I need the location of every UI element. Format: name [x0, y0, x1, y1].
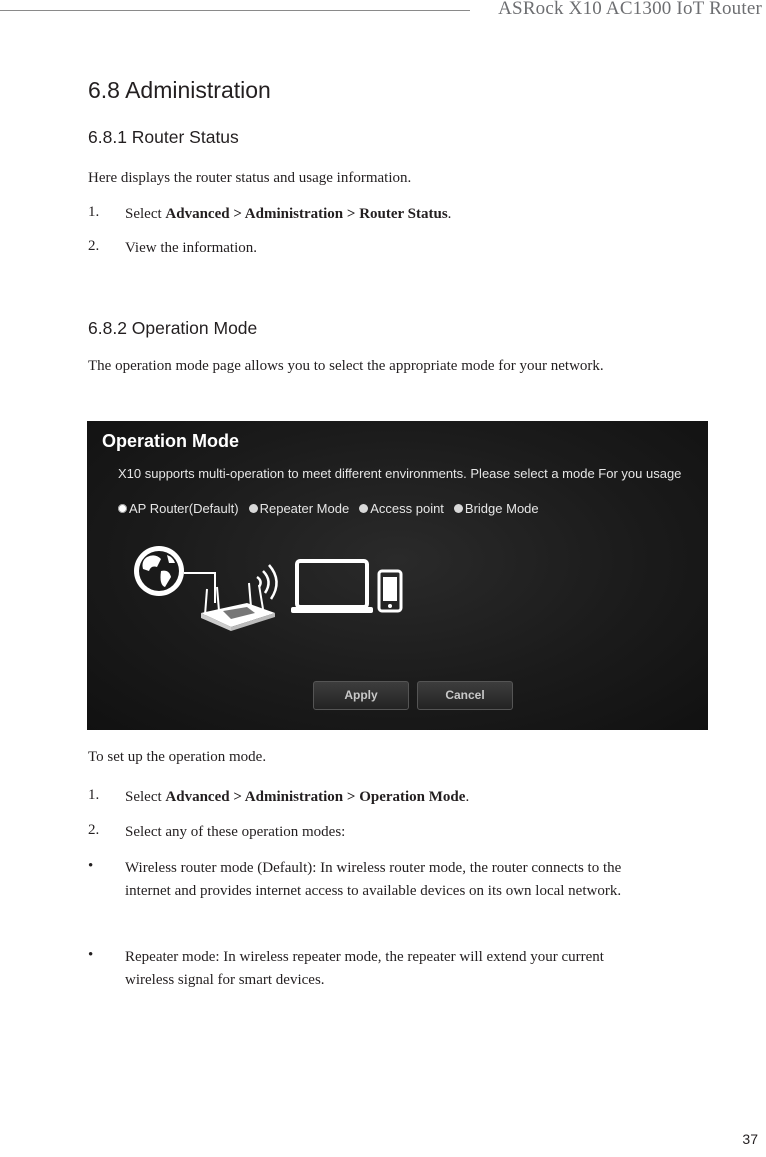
operation-mode-heading: 6.8.2 Operation Mode — [88, 318, 258, 338]
mode-option-access-point[interactable] — [359, 501, 444, 516]
mode-option-ap-router[interactable] — [118, 501, 239, 516]
apply-button[interactable]: Apply — [313, 681, 409, 710]
section-title: 6.8 Administration — [88, 77, 271, 103]
router-icon — [201, 583, 275, 631]
bullet-icon: • — [88, 947, 94, 963]
bullet-repeater-mode: Repeater mode: In wireless repeater mode, the repeater will extend your current wireless signal for smart devices. — [125, 949, 604, 988]
phone-icon — [379, 571, 401, 611]
operation-mode-screenshot — [87, 421, 708, 730]
radio-icon[interactable] — [249, 504, 258, 513]
bullet-wireless-router-mode: Wireless router mode (Default): In wireless router mode, the router connects to the internet and provides internet access to available devices on its own local network. — [125, 860, 622, 899]
operation-mode-step-2: Select any of these operation modes: — [125, 824, 346, 840]
operation-mode-step-1 — [125, 786, 655, 809]
step-prefix: Select — [125, 789, 166, 805]
step-number: 2. — [88, 238, 100, 254]
mode-label: Bridge Mode — [464, 501, 539, 516]
operation-mode-intro: The operation mode page allows you to select the appropriate mode for your network. — [88, 358, 604, 374]
mode-option-bridge[interactable] — [454, 501, 539, 516]
panel-description: X10 supports multi-operation to meet different environments. Please select a mode For you usage — [118, 466, 682, 481]
mode-option-repeater[interactable] — [249, 501, 350, 516]
header-rule — [0, 10, 470, 11]
router-status-intro: Here displays the router status and usage information. — [88, 170, 412, 186]
bullet-icon: • — [88, 858, 94, 874]
mode-radio-group — [118, 501, 539, 516]
cable-line — [184, 573, 215, 603]
step-number: 2. — [88, 822, 100, 838]
running-header: ASRock X10 AC1300 IoT Router — [498, 0, 762, 19]
step-number: 1. — [88, 204, 100, 220]
page-number: 37 — [742, 1131, 758, 1147]
radio-icon[interactable] — [359, 504, 368, 513]
network-illustration — [127, 541, 467, 651]
mode-label: Repeater Mode — [259, 501, 350, 516]
router-status-step-1 — [125, 203, 655, 226]
laptop-icon — [291, 561, 373, 613]
radio-selected-icon[interactable] — [118, 504, 127, 513]
menu-path: Advanced > Administration > Router Status — [165, 206, 448, 222]
cancel-button[interactable]: Cancel — [417, 681, 513, 710]
menu-path: Advanced > Administration > Operation Mode — [165, 789, 466, 805]
mode-label: Access point — [370, 501, 444, 516]
panel-title: Operation Mode — [102, 431, 240, 451]
step-number: 1. — [88, 787, 100, 803]
router-status-step-2: View the information. — [125, 240, 257, 256]
step-suffix: . — [465, 789, 470, 805]
mode-label: AP Router(Default) — [129, 501, 239, 516]
step-suffix: . — [447, 206, 452, 222]
operation-mode-after-image: To set up the operation mode. — [88, 749, 267, 765]
radio-icon[interactable] — [454, 504, 463, 513]
router-status-heading: 6.8.1 Router Status — [88, 127, 239, 147]
globe-icon — [134, 546, 184, 596]
step-prefix: Select — [125, 206, 166, 222]
